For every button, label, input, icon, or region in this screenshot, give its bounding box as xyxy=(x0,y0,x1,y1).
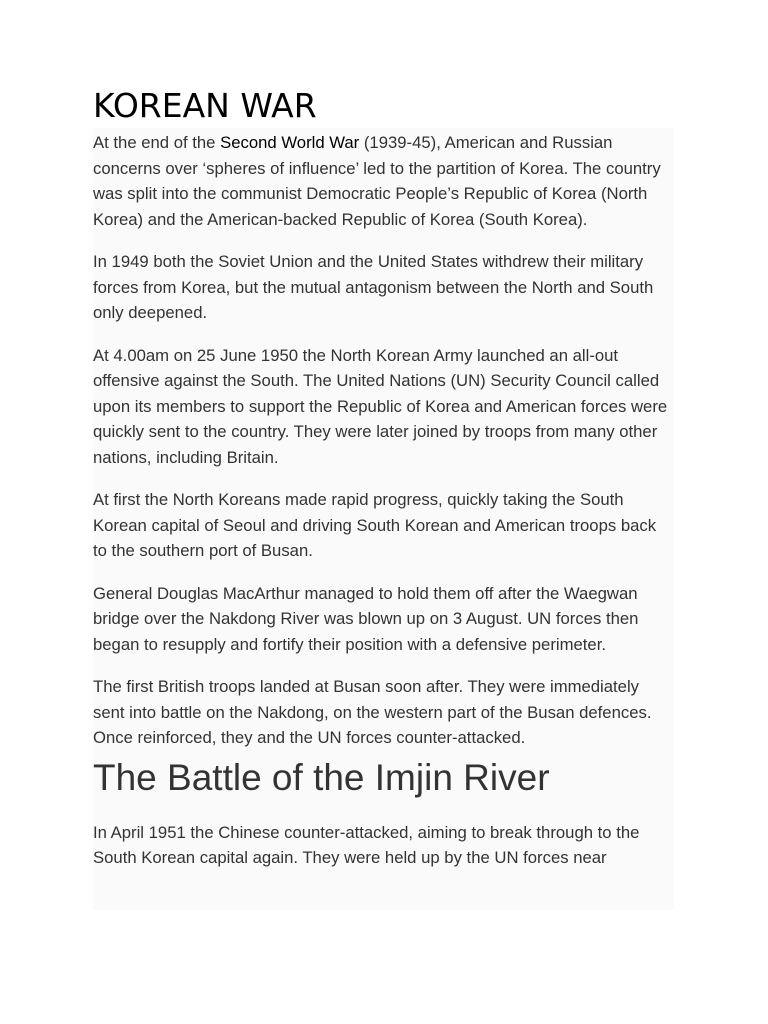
section-heading: The Battle of the Imjin River xyxy=(93,756,550,798)
paragraph-2: At 4.00am on 25 June 1950 the North Korean Army launched an all-out offensive against the South. The United Nations (UN) Security Council called upon its members to support the Republic of Korea and American forces were quickly sent to the country. They were later joined by troops from many other nations, including Britain. xyxy=(93,345,668,467)
document-title: KOREAN WAR xyxy=(93,86,317,125)
article-body xyxy=(93,130,673,888)
paragraph-5: The first British troops landed at Busan soon after. They were immediately sent into battle on the Nakdong, on the western part of the Busan defences. Once reinforced, they and the UN forces counter-attacked. xyxy=(93,677,652,747)
second-world-war-link[interactable]: Second World War xyxy=(220,133,360,152)
intro-paragraph xyxy=(93,130,673,232)
paragraph-1: In 1949 both the Soviet Union and the United States withdrew their military forces from Korea, but the mutual antagonism between the North and South only deepened. xyxy=(93,252,654,322)
paragraph-3: At first the North Koreans made rapid progress, quickly taking the South Korean capital of Seoul and driving South Korean and American troops back to the southern port of Busan. xyxy=(93,490,657,560)
intro-text-end: (1939-45), American and Russian concerns over ‘spheres of influence’ led to the partition of Korea. The country was split into the communist Democratic People’s Republic of Korea (North Korea) and the American-backed Republic of Korea (South Korea). xyxy=(93,133,661,229)
section-paragraph-1: In April 1951 the Chinese counter-attacked, aiming to break through to the South Korean capital again. They were held up by the UN forces near xyxy=(93,822,640,867)
intro-text-start: At the end of the xyxy=(93,133,221,152)
paragraph-4: General Douglas MacArthur managed to hold them off after the Waegwan bridge over the Nakdong River was blown up on 3 August. UN forces then began to resupply and fortify their position with a defensive perimeter. xyxy=(93,583,639,654)
